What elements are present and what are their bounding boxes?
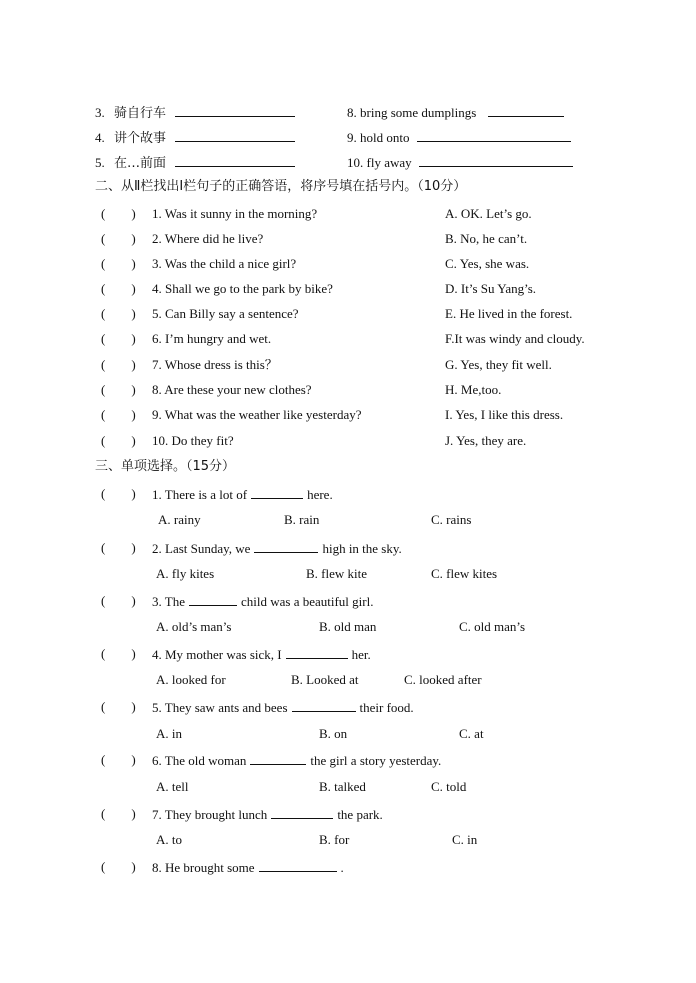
choice-option[interactable]: B. for: [319, 832, 350, 847]
phrase-row: [347, 104, 564, 121]
question-line: [152, 752, 441, 769]
fill-blank[interactable]: [271, 806, 333, 819]
question-text: child was a beautiful girl.: [240, 594, 374, 609]
choice-option[interactable]: B. flew kite: [306, 566, 368, 581]
question-line: [152, 540, 402, 557]
question-text: 7. They brought lunch: [152, 807, 268, 822]
choice-option[interactable]: B. talked: [319, 779, 366, 794]
fill-blank[interactable]: [251, 486, 303, 499]
choice-option[interactable]: A. looked for: [156, 672, 226, 687]
choice-option[interactable]: B. rain: [284, 512, 320, 527]
choice-option[interactable]: C. old man’s: [459, 619, 526, 634]
answer-bracket[interactable]: ( ): [101, 540, 136, 555]
fill-blank[interactable]: [292, 699, 356, 712]
choice-option[interactable]: B. old man: [319, 619, 377, 634]
answer-option: F.It was windy and cloudy.: [445, 331, 585, 346]
question-line: [152, 593, 373, 610]
answer-option: E. He lived in the forest.: [445, 306, 573, 321]
item-number: 9.: [347, 130, 357, 145]
answer-blank[interactable]: [175, 154, 295, 167]
answer-bracket[interactable]: ( ): [101, 382, 136, 397]
question-text: 6. I’m hungry and wet.: [152, 331, 272, 346]
choice-option[interactable]: A. tell: [156, 779, 189, 794]
item-number: 5.: [95, 155, 105, 170]
phrase-row: [95, 129, 295, 147]
question-text: 1. Was it sunny in the morning?: [152, 206, 318, 221]
question-line: [152, 859, 344, 876]
answer-option: I. Yes, I like this dress.: [445, 407, 564, 422]
question-text: 9. What was the weather like yesterday?: [152, 407, 362, 422]
choice-option[interactable]: A. rainy: [158, 512, 201, 527]
phrase-row: [347, 154, 573, 171]
question-text: 2. Last Sunday, we: [152, 541, 251, 556]
answer-blank[interactable]: [175, 104, 295, 117]
phrase-text: bring some dumplings: [360, 105, 477, 120]
question-text: 4. Shall we go to the park by bike?: [152, 281, 333, 296]
phrase-text: fly away: [366, 155, 412, 170]
answer-bracket[interactable]: ( ): [101, 206, 136, 221]
answer-option: B. No, he can’t.: [445, 231, 528, 246]
answer-bracket[interactable]: ( ): [101, 331, 136, 346]
answer-bracket[interactable]: ( ): [101, 231, 136, 246]
phrase-row: [95, 154, 295, 172]
question-line: [152, 646, 371, 663]
answer-option: H. Me,too.: [445, 382, 502, 397]
answer-bracket[interactable]: ( ): [101, 699, 136, 714]
answer-option: D. It’s Su Yang’s.: [445, 281, 537, 296]
question-text: 3. Was the child a nice girl?: [152, 256, 297, 271]
answer-bracket[interactable]: ( ): [101, 486, 136, 501]
question-text: the girl a story yesterday.: [310, 753, 442, 768]
question-text: .: [340, 860, 344, 875]
question-text: here.: [307, 487, 333, 502]
answer-option: G. Yes, they fit well.: [445, 357, 552, 372]
choice-option[interactable]: C. flew kites: [431, 566, 498, 581]
question-text: 5. They saw ants and bees: [152, 700, 288, 715]
choice-option[interactable]: A. in: [156, 726, 182, 741]
answer-bracket[interactable]: ( ): [101, 281, 136, 296]
answer-bracket[interactable]: ( ): [101, 256, 136, 271]
answer-bracket[interactable]: ( ): [101, 306, 136, 321]
question-text: 6. The old woman: [152, 753, 247, 768]
fill-blank[interactable]: [254, 540, 318, 553]
fill-blank[interactable]: [259, 859, 337, 872]
answer-bracket[interactable]: ( ): [101, 357, 136, 372]
choice-option[interactable]: B. Looked at: [291, 672, 359, 687]
fill-blank[interactable]: [189, 593, 237, 606]
question-text: 5. Can Billy say a sentence?: [152, 306, 299, 321]
phrase-text: hold onto: [360, 130, 410, 145]
choice-option[interactable]: A. to: [156, 832, 182, 847]
answer-bracket[interactable]: ( ): [101, 593, 136, 608]
question-text: 4. My mother was sick, I: [152, 647, 282, 662]
answer-bracket[interactable]: ( ): [101, 752, 136, 767]
section-2-title: 二、从Ⅱ栏找出Ⅰ栏句子的正确答语，将序号填在括号内。（10分）: [95, 179, 467, 194]
question-text: 7. Whose dress is this？: [152, 357, 278, 372]
answer-blank[interactable]: [175, 129, 295, 142]
answer-blank[interactable]: [417, 129, 571, 142]
section-3-title: 三、单项选择。（15分）: [95, 459, 236, 474]
fill-blank[interactable]: [250, 752, 306, 765]
question-text: 8. Are these your new clothes?: [152, 382, 312, 397]
question-text: 1. There is a lot of: [152, 487, 248, 502]
question-line: [152, 699, 414, 716]
choice-option[interactable]: A. fly kites: [156, 566, 215, 581]
phrase-text: 讲个故事: [114, 131, 167, 146]
question-text: 3. The: [152, 594, 185, 609]
phrase-text: 骑自行车: [114, 106, 167, 121]
phrase-row: [95, 104, 295, 122]
answer-bracket[interactable]: ( ): [101, 433, 136, 448]
question-line: [152, 806, 383, 823]
phrase-row: [347, 129, 571, 146]
fill-blank[interactable]: [286, 646, 348, 659]
item-number: 4.: [95, 130, 105, 145]
item-number: 8.: [347, 105, 357, 120]
choice-option[interactable]: C. told: [431, 779, 467, 794]
phrase-text: 在…前面: [114, 156, 167, 171]
choice-option[interactable]: C. rains: [431, 512, 472, 527]
question-text: 2. Where did he live?: [152, 231, 264, 246]
answer-option: J. Yes, they are.: [445, 433, 527, 448]
item-number: 3.: [95, 105, 105, 120]
choice-option[interactable]: C. at: [459, 726, 484, 741]
question-text: their food.: [359, 700, 414, 715]
answer-blank[interactable]: [419, 154, 573, 167]
answer-option: A. OK. Let’s go.: [445, 206, 532, 221]
question-text: the park.: [337, 807, 383, 822]
question-line: [152, 486, 333, 503]
answer-bracket[interactable]: ( ): [101, 806, 136, 821]
question-text: high in the sky.: [322, 541, 402, 556]
answer-blank[interactable]: [488, 104, 564, 117]
question-text: 8. He brought some: [152, 860, 255, 875]
choice-option[interactable]: C. in: [452, 832, 478, 847]
answer-bracket[interactable]: ( ): [101, 859, 136, 874]
question-text: 10. Do they fit?: [152, 433, 234, 448]
choice-option[interactable]: B. on: [319, 726, 348, 741]
choice-option[interactable]: C. looked after: [404, 672, 482, 687]
answer-option: C. Yes, she was.: [445, 256, 530, 271]
choice-option[interactable]: A. old’s man’s: [156, 619, 232, 634]
answer-bracket[interactable]: ( ): [101, 407, 136, 422]
item-number: 10.: [347, 155, 364, 170]
answer-bracket[interactable]: ( ): [101, 646, 136, 661]
question-text: her.: [351, 647, 371, 662]
